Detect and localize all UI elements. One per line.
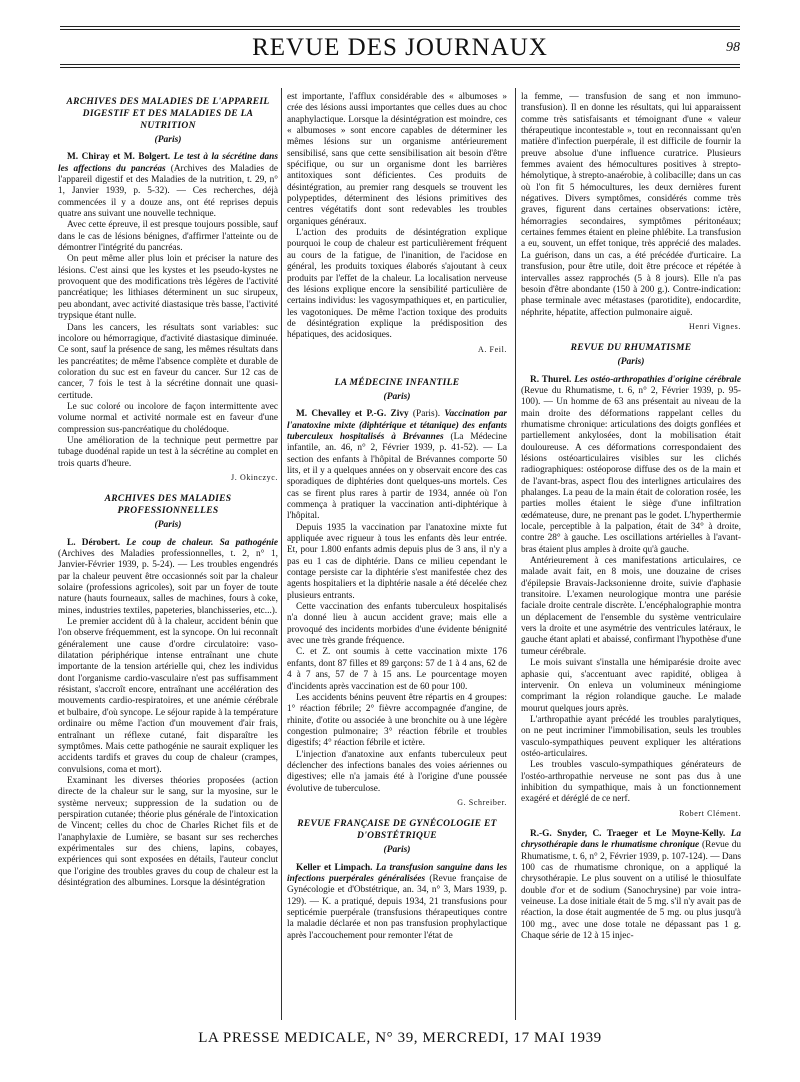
section-title: REVUE DU RHUMATISME (570, 343, 692, 354)
journal-title: REVUE DES JOURNAUX (252, 34, 548, 61)
paragraph: est importante, l'afflux considérable des « albumoses » crée des lésions aussi importantes que celles dues au choc anaphylactique. Lorsque la désintégration est moindre, ces « albumoses » sont encore capables de déterminer les mêmes lésions sur un organisme antérieurement sensibilisé, sans que cette sensibilisation ait besoin d'être spécifique, ou sur un organisme dont les barrières antitoxiques sont déficientes. Ces produits de désintégration, au premier rang desquels se trouvent les polypeptides, déterminent des lésions primitives des centres végétatifs dont sont redevables les troubles organiques généraux. (287, 92, 507, 227)
section-title: LA MÉDECINE INFANTILE (334, 377, 460, 388)
abstract-entry (521, 375, 741, 557)
entry-authors: R. Thurel. (530, 374, 572, 385)
entry-title: Les ostéo-arthropathies d'origine cérébrale (574, 374, 742, 385)
paragraph: On peut même aller plus loin et préciser la nature des lésions. C'est ainsi que les kystes et les pseudo-kystes ne provoquent que des modifications très légères de l'activité pancréatique; les lithiases déterminent un suc sirupeux, peu abondant, avec activité diastasique très basse, l'activité trypsique étant nulle. (58, 254, 278, 322)
entry-location: (Paris). (412, 409, 441, 420)
entry-reference: (Archives des Maladies de l'appareil digestif et des Maladies de la nutrition, t. 29, n° 1, Janvier 1939, p. 5-32). — Ces recherches, déjà commencées il y a douze ans, ont été reprises depuis quatre ans suivant une nouvelle technique. (58, 163, 278, 220)
paragraph: Depuis 1935 la vaccination par l'anatoxine mixte fut appliquée avec rigueur à tous les enfants dès leur entrée. Et, pour 1.800 enfants admis depuis plus de 3 ans, il n'y a pas eu 1 cas de diphtérie. Dans ce milieu cependant le contage persiste car la diphtérie s'est manifestée chez des agents hospitaliers et la diphtérie nasale a été décelée chez plusieurs entrants. (287, 522, 507, 601)
page-number: 98 (726, 40, 740, 55)
entry-title: Le coup de chaleur. Sa pathogénie (126, 537, 279, 548)
page-footer: LA PRESSE MEDICALE, N° 39, MERCREDI, 17 MAI 1939 (198, 1030, 602, 1046)
section-subtitle: (Paris) (154, 520, 182, 531)
entry-title: La chrysothérapie dans le rhumatisme chronique (521, 828, 742, 851)
entry-title: Vaccination par l'anatoxine mixte (diphtérique et tétanique) des enfants tuberculeux hospitalisés à Brévannes (287, 409, 508, 442)
abstract-entry (521, 829, 741, 942)
entry-title: Le test à la sécrétine dans les affections du pancréas (58, 152, 278, 174)
paragraph: Examinant les diverses théories proposées (action directe de la chaleur sur le sang, sur la myosine, sur le système nerveux; suppression de la sudation ou de perspiration cutanée; théorie plus générale de l'intoxication de Vincent; celles du choc de Charles Richet fils et de l'anaphylaxie de Lumière, se basant sur ses recherches expérimentales sur des chiens, lapins, cobayes, expériences qui sont exposées en détails, l'auteur conclut que l'origine des troubles graves du coup de chaleur est la désintégration des albumines. Lorsque la désintégration (58, 775, 278, 888)
paragraph: Avec cette épreuve, il est presque toujours possible, sauf dans le cas de lésions bénignes, d'affirmer l'atteinte ou de démontrer l'intégrité du pancréas. (58, 220, 278, 254)
paragraph: la femme, — transfusion de sang et non immuno-transfusion). Il en donne les résultats, qui lui apparaissent comme très satisfaisants et témoignant d'une « valeur thérapeutique incontestable », tout en reconnaissant qu'en matière d'infection puerpérale, il est difficile de fournir la preuve absolue d'une influence curatrice. Plusieurs femmes avaient des hémocultures positives à strepto-hémolytique, à strepto-anaérobie, à colibacille; dans un cas où l'on fit 5 hémocultures, les deux dernières furent négatives. Divers symptômes, considérés comme très graves, figurent dans certaines observations: ictère, hémorragies secondaires, symptômes péritonéaux; certaines femmes étaient en pleine phlébite. La transfusion a eu, souvent, un effet tonique, très apprécié des malades. La guérison, dans un cas, a été précédée d'urticaire. La transfusion, pour être utile, doit être précoce et répétée à intervalles assez rapprochés (5 à 8 jours). Elle n'a pas besoin d'être abondante (150 à 200 g.). Contre-indication: phase terminale avec métastases (parotidite), endocardite, néphrite, hépatite, affection pulmonaire aiguë. (521, 92, 741, 318)
section-subtitle: (Paris) (383, 391, 411, 402)
entry-authors: L. Dérobert. (67, 537, 121, 548)
entry-reference: (Revue du Rhumatisme, t. 6, n° 2, Février 1939, p. 95-100). — Un homme de 63 ans présentait au niveau de la main droite des déformations rappelant celles du rhumatisme chronique: articulations des doigts gonflées et partiellement ankylosées, dont la mobilisation était douloureuse. A ces déformations correspondaient des lésions ostéoarticulaires visibles sur les clichés radiographiques: ostéoporose diffuse des os de la main et de l'avant-bras, aspect flou des interlignes articulaires des phalanges. La peau de la main était de coloration rosée, les parties molles étaient le siège d'une infiltration œdémateuse, dure, ne prenant pas le godet. L'hyperthermie locale, perceptible à la palpation, était de 34° à droite, contre 28° à gauche. Les oscillations artérielles à l'avant-bras étaient plus amples à droite qu'à gauche. (521, 385, 741, 555)
entry-authors: Keller et Limpach. (296, 862, 373, 873)
paragraph: L'action des produits de désintégration explique pourquoi le coup de chaleur est particulièrement fréquent au cours de la fatigue, de l'inanition, de l'acidose en général, les produits toxiques élaborés s'ajoutant à ceux produits par l'effet de la chaleur. La localisation nerveuse des lésions explique encore la sensibilité particulière de certains individus: les vagosympathiques et, en particulier, les vagotoniques. De même l'action toxique des produits de désintégration explique la prédisposition des hépatiques, des acidosiques. (287, 228, 507, 341)
header-rule-bottom-2 (60, 67, 740, 68)
section-title: ARCHIVES DES MALADIES DE L'APPAREIL DIGESTIF ET DES MALADIES DE LA NUTRITION (66, 97, 270, 131)
paragraph: Le mois suivant s'installa une hémiparésie droite avec aphasie qui, s'accentuant avec rapidité, obligea à intervenir. On enleva un volumineux méningiome comprimant la région rolandique gauche. Le malade mourut quelques jours après. (521, 658, 741, 714)
paragraph: Cette vaccination des enfants tuberculeux hospitalisés n'a donné lieu à aucun accident grave; mais elle a provoqué des incidents morbides d'une évidente bénignité avec une très grande fréquence. (287, 602, 507, 647)
author-signature: G. Schreiber. (457, 797, 507, 807)
section-subtitle: (Paris) (383, 845, 411, 856)
entry-reference: (Archives des Maladies professionnelles, t. 2, n° 1, Janvier-Février 1939, p. 5-24). — Les troubles engendrés par la chaleur peuvent être occasionnés soit par la chaleur solaire (professions agricoles), soit par un foyer de toute nature (hauts fourneaux, salles de machines, fours à coke, mines, industries textiles, papeteries, blanchisseries, etc...). (58, 549, 278, 616)
header-rule-top (60, 26, 740, 27)
column-2 (287, 92, 507, 942)
section-title: REVUE FRANÇAISE DE GYNÉCOLOGIE ET D'OBSTÉTRIQUE (297, 819, 497, 842)
section-subtitle: (Paris) (617, 357, 645, 368)
author-signature: Robert Clément. (679, 808, 741, 818)
abstract-entry (58, 152, 278, 220)
entry-reference: (Revue du Rhumatisme, t. 6, n° 2, Février 1939, p. 107-124). — Dans 100 cas de rhumatisme chronique, on a appliqué la chrysothérapie. Le plus souvent on a utilisé le thiosulfate double d'or et de sodium (Sanochrysine) par voie intra-veineuse. La dose initiale était de 5 mg. s'il n'y avait pas de réaction, la dose était augmentée de 5 mg. ou plus jusqu'à 100 mg., avec une dose totale ne dépassant pas 1 g. Chaque série de 12 à 15 injec- (521, 840, 742, 942)
abstract-entry (287, 409, 507, 522)
author-signature: Henri Vignes. (688, 321, 741, 331)
column-3 (521, 92, 741, 942)
section-title: ARCHIVES DES MALADIES PROFESSIONNELLES (104, 494, 232, 517)
entry-reference: (La Médecine infantile, an. 46, n° 2, Février 1939, p. 41-52). — La section des enfants à l'hôpital de Brévannes comporte 50 lits, et il y a quelques années on y observait encore des cas sporadiques de diphtéries dont quelques-uns mortels. Ces cas se firent plus rares à partir de 1934, année où l'on commença à pratiquer la vaccination anti-diphtérique à l'hôpital. (287, 431, 507, 522)
column-divider-1 (281, 88, 282, 1020)
column-divider-2 (515, 88, 516, 1020)
entry-authors: M. Chevalley et P.-G. Zivy (296, 409, 409, 420)
header-rule-bottom (60, 64, 740, 65)
author-signature: A. Feil. (477, 344, 507, 354)
paragraph: Le premier accident dû à la chaleur, accident bénin que l'on observe fréquemment, est la syncope. On lui reconnaît généralement une cause d'ordre circulatoire: vaso-dilatation périphérique intense entraînant une chute importante de la tension artérielle qui, chez les individus dont l'organisme cardio-vasculaire n'est pas suffisamment résistant, s'accroît encore, entraînant une accélération des mouvements cardio-respiratoires, et une anémie cérébrale et bulbaire, d'où syncope. Le séjour rapide à la température ordinaire ou même l'action d'un mouvement d'air frais, entraînant un réflexe cutané, fait disparaître les symptômes. Mais cette pathogénie ne saurait expliquer les accidents tardifs et graves du coup de chaleur (crampes, convulsions, coma et mort). (58, 617, 278, 775)
paragraph: C. et Z. ont soumis à cette vaccination mixte 176 enfants, dont 87 filles et 89 garçons: 57 de 1 à 4 ans, 62 de 4 à 7 ans, 57 de 7 à 15 ans. Le pourcentage moyen d'incidents après vaccination est de 60 pour 100. (287, 647, 507, 692)
paragraph: Les accidents bénins peuvent être répartis en 4 groupes: 1° réaction fébrile; 2° fièvre accompagnée d'angine, de rhinite, d'otite ou associée à une bronchite ou à une légère congestion pulmonaire; 3° réaction fébrile et troubles digestifs; 4° réaction fébrile et ictère. (287, 692, 507, 749)
column-1 (58, 92, 278, 889)
paragraph: Dans les cancers, les résultats sont variables: suc incolore ou hémorragique, d'activité diastasique diminuée. Ce sont, sauf la présence de sang, les mêmes résultats dans les pancréatites; de même l'absence complète et durable de coloration du suc est en faveur du cancer. Sur 12 cas de cancer, 7 fois le test à la sécrétine donnait une quasi-certitude. (58, 322, 278, 401)
header-rule-top-2 (60, 29, 740, 30)
paragraph: Le suc coloré ou incolore de façon intermittente avec volume normal et activité normale est en faveur d'une compression sus-pancréatique du cholédoque. (58, 401, 278, 435)
author-signature: J. Okinczyc. (231, 472, 278, 482)
paragraph: Une amélioration de la technique peut permettre par tubage duodénal rapide un test à la sécrétine au complet en trois quarts d'heure. (58, 435, 278, 469)
entry-authors: R.-G. Snyder, C. Traeger et Le Moyne-Kelly. (530, 828, 726, 839)
entry-title: La transfusion sanguine dans les infections puerpérales généralisées (287, 862, 507, 884)
entry-reference: (Revue française de Gynécologie et d'Obstétrique, an. 34, n° 3, Mars 1939, p. 129). — K. a pratiqué, depuis 1934, 21 transfusions pour septicémie puerpérale (transfusions thérapeutiques contre la maladie déclarée et non pas transfusion prophylactique après l'accouchement pour remonter l'état de (287, 873, 508, 941)
paragraph: Les troubles vasculo-sympathiques générateurs de l'ostéo-arthropathie nerveuse ne sont pas dus à une inhibition du sympathique, mais à un fonctionnement exagéré et déréglé de ce nerf. (521, 760, 741, 805)
paragraph: L'arthropathie ayant précédé les troubles paralytiques, on ne peut incriminer l'immobilisation, seuls les troubles vasculo-sympathiques peuvent expliquer les altérations ostéo-articulaires. (521, 714, 741, 759)
entry-authors: M. Chiray et M. Bolgert. (67, 152, 171, 163)
abstract-entry (58, 538, 278, 617)
abstract-entry (287, 863, 507, 942)
section-subtitle: (Paris) (154, 135, 182, 145)
paragraph: L'injection d'anatoxine aux enfants tuberculeux peut déclencher des infections banales des voies aériennes ou digestives; elle n'a jamais été à l'origine d'une poussée évolutive de tuberculose. (287, 749, 507, 794)
paragraph: Antérieurement à ces manifestations articulaires, ce malade avait fait, en 8 mois, une douzaine de crises d'épilepsie Bravais-Jacksonienne droite, suivie d'aphasie transitoire. L'examen neurologique montra une parésie faciale droite centrale discrète. L'encéphalographie montra un déplacement de l'ensemble du système ventriculaire vers la droite et une asymétrie des ventricules latéraux, le gauche étant aplati et abaissé, confirmant l'hypothèse d'une tumeur cérébrale. (521, 556, 741, 657)
